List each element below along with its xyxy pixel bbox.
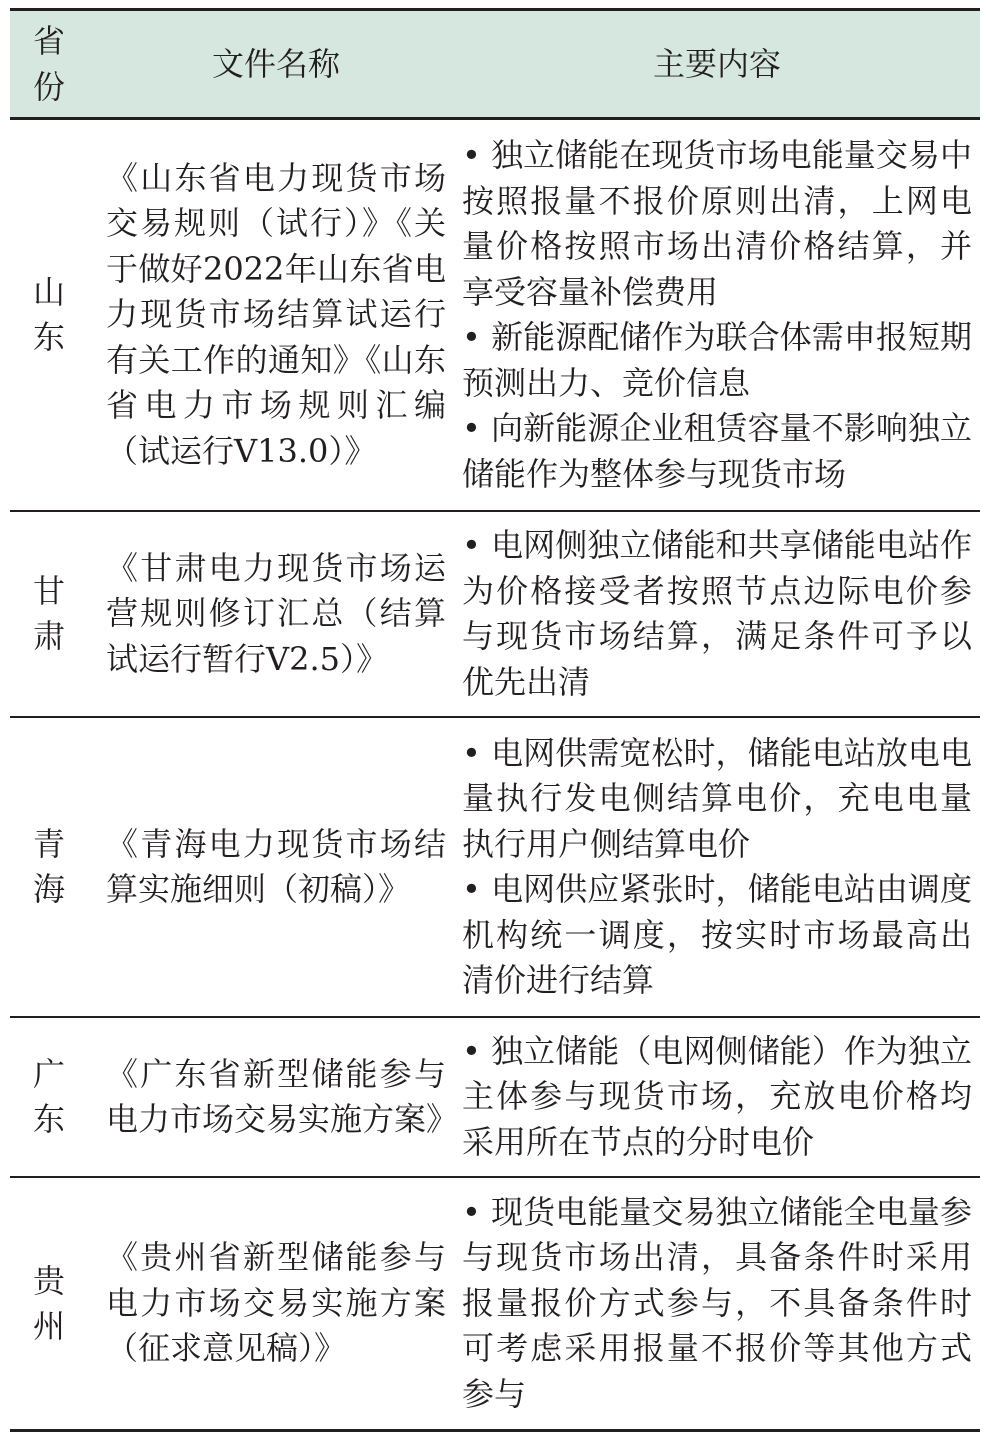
content-list xyxy=(462,523,972,705)
content-point: • 新能源配储作为联合体需申报短期预测出力、竞价信息 xyxy=(462,315,972,406)
table-row xyxy=(10,718,980,1018)
content-list xyxy=(462,1029,972,1166)
content-cell xyxy=(462,1018,972,1176)
file-cell xyxy=(106,512,446,716)
header-file-cell xyxy=(106,11,446,117)
content-cell xyxy=(462,512,972,716)
province-cell xyxy=(10,1018,88,1176)
header-province-cell xyxy=(10,11,88,117)
file-name: 《甘肃电力现货市场运营规则修订汇总（结算试运行暂行V2.5）》 xyxy=(106,548,446,678)
province-name: 青海 xyxy=(32,825,65,908)
content-cell xyxy=(462,718,972,1016)
content-point: • 电网供应紧张时，储能电站由调度机构统一调度，按实时市场最高出清价进行结算 xyxy=(462,867,972,1004)
table-row xyxy=(10,1178,980,1432)
policy-table xyxy=(10,8,980,1432)
file-name: 《山东省电力现货市场交易规则（试行）》《关于做好2022年山东省电力现货市场结算试运行有关工作的通知》《山东省电力市场规则汇编（试运行V13.0）》 xyxy=(106,158,446,470)
content-point: • 现货电能量交易独立储能全电量参与现货市场出清，具备条件时采用报量报价方式参与，不具备条件时可考虑采用报量不报价等其他方式参与 xyxy=(462,1190,972,1418)
province-name: 山东 xyxy=(32,273,65,356)
header-main-content: 主要内容 xyxy=(652,45,781,83)
content-list xyxy=(462,1190,972,1418)
header-content-cell xyxy=(462,11,972,117)
table-row xyxy=(10,512,980,718)
header-province: 省份 xyxy=(32,22,65,106)
file-name: 《贵州省新型储能参与电力市场交易实施方案（征求意见稿）》 xyxy=(106,1238,446,1368)
province-cell xyxy=(10,512,88,716)
content-cell xyxy=(462,1178,972,1429)
content-point: • 独立储能（电网侧储能）作为独立主体参与现货市场，充放电价格均采用所在节点的分时电价 xyxy=(462,1029,972,1166)
file-cell xyxy=(106,1018,459,1176)
province-name: 广东 xyxy=(32,1055,65,1138)
header-file-name: 文件名称 xyxy=(211,45,340,83)
province-name: 贵州 xyxy=(32,1261,65,1345)
file-cell xyxy=(106,718,446,1016)
file-cell xyxy=(106,1178,446,1429)
province-name: 甘肃 xyxy=(32,572,65,655)
province-cell xyxy=(10,120,88,510)
content-point: • 电网供需宽松时，储能电站放电电量执行发电侧结算电价，充电电量执行用户侧结算电价 xyxy=(462,731,972,868)
table-row xyxy=(10,120,980,512)
province-cell xyxy=(10,1178,88,1429)
content-list xyxy=(462,731,972,1004)
table-row xyxy=(10,1018,980,1178)
file-name: 《青海电力现货市场结算实施细则（初稿）》 xyxy=(106,824,446,908)
content-point: • 独立储能在现货市场电能量交易中按照报量不报价原则出清，上网电量价格按照市场出清价格结算，并享受容量补偿费用 xyxy=(462,133,972,315)
content-cell xyxy=(462,120,972,510)
content-point: • 电网侧独立储能和共享储能电站作为价格接受者按照节点边际电价参与现货市场结算，满足条件可予以优先出清 xyxy=(462,523,972,705)
content-point: • 向新能源企业租赁容量不影响独立储能作为整体参与现货市场 xyxy=(462,406,972,497)
file-name: 《广东省新型储能参与电力市场交易实施方案》 xyxy=(106,1054,459,1138)
content-list xyxy=(462,133,972,497)
file-cell xyxy=(106,120,446,510)
province-cell xyxy=(10,718,88,1016)
table-header xyxy=(10,8,980,120)
